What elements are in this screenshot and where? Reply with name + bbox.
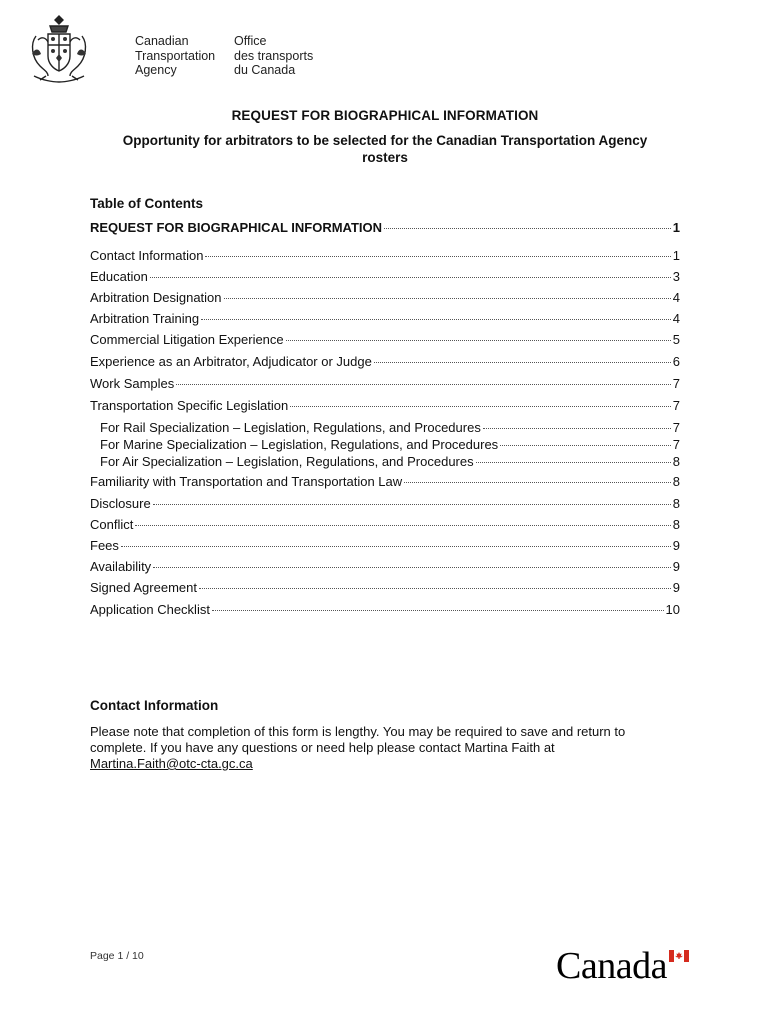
wordmark-text: Canada	[556, 945, 667, 987]
toc-entry[interactable]	[90, 354, 680, 369]
toc-leader-dots	[153, 567, 671, 568]
toc-leader-dots	[476, 462, 671, 463]
toc-leader-dots	[135, 525, 670, 526]
agency-name-french: Office des transports du Canada	[234, 34, 314, 77]
toc-entry[interactable]	[90, 220, 680, 235]
toc-leader-dots	[199, 588, 671, 589]
toc-entry-page: 9	[672, 538, 680, 553]
toc-entry-label: For Air Specialization – Legislation, Regulations, and Procedures	[100, 454, 474, 469]
toc-entry-page: 7	[672, 398, 680, 413]
toc-entry-label: Availability	[90, 559, 152, 574]
header-logo	[28, 14, 314, 86]
toc-leader-dots	[500, 445, 671, 446]
toc-entry-label: Education	[90, 269, 148, 284]
toc-entry-page: 8	[672, 454, 680, 469]
toc-entry-label: Application Checklist	[90, 602, 210, 617]
toc-entry-page: 9	[672, 559, 680, 574]
toc-entry-label: REQUEST FOR BIOGRAPHICAL INFORMATION	[90, 220, 383, 235]
toc-leader-dots	[176, 384, 670, 385]
canada-wordmark	[556, 944, 696, 988]
toc-leader-dots	[153, 504, 671, 505]
toc-leader-dots	[290, 406, 671, 407]
toc-entry[interactable]	[90, 290, 680, 305]
toc-entry-page: 7	[672, 437, 680, 452]
toc-entry-page: 8	[672, 474, 680, 489]
toc-entry-label: For Marine Specialization – Legislation, Regulations, and Procedures	[100, 437, 499, 452]
contact-email-link[interactable]: Martina.Faith@otc-cta.gc.ca	[90, 756, 253, 771]
toc-entry[interactable]	[90, 474, 680, 489]
toc-entry-label: Arbitration Designation	[90, 290, 222, 305]
toc-entry-page: 9	[672, 580, 680, 595]
toc-leader-dots	[212, 610, 664, 611]
toc-leader-dots	[286, 340, 671, 341]
document-title: REQUEST FOR BIOGRAPHICAL INFORMATION	[231, 108, 539, 123]
toc-entry[interactable]	[90, 580, 680, 595]
toc-entry-label: For Rail Specialization – Legislation, Regulations, and Procedures	[100, 420, 481, 435]
coat-of-arms-icon	[28, 14, 90, 86]
toc-entry[interactable]	[90, 376, 680, 391]
toc-entry-label: Transportation Specific Legislation	[90, 398, 289, 413]
toc-entry-label: Familiarity with Transportation and Transportation Law	[90, 474, 403, 489]
toc-entry[interactable]	[100, 420, 680, 435]
toc-entry[interactable]	[100, 454, 680, 469]
contact-section-heading: Contact Information	[90, 698, 219, 713]
toc-entry-label: Arbitration Training	[90, 311, 200, 326]
toc-entry[interactable]	[90, 496, 680, 511]
toc-entry[interactable]	[90, 398, 680, 413]
toc-entry-page: 8	[672, 517, 680, 532]
toc-heading: Table of Contents	[90, 196, 203, 211]
canada-flag-icon	[669, 950, 689, 962]
toc-entry-page: 4	[672, 311, 680, 326]
toc-entry-page: 1	[672, 248, 680, 263]
toc-leader-dots	[201, 319, 671, 320]
toc-entry-label: Contact Information	[90, 248, 204, 263]
toc-entry-page: 3	[672, 269, 680, 284]
toc-entry-label: Signed Agreement	[90, 580, 197, 595]
toc-entry-page: 6	[672, 354, 680, 369]
toc-entry-page: 1	[672, 220, 680, 235]
toc-entry[interactable]	[90, 311, 680, 326]
agency-name-english: Canadian Transportation Agency	[135, 34, 216, 77]
toc-entry-page: 8	[672, 496, 680, 511]
toc-entry[interactable]	[90, 332, 680, 347]
toc-leader-dots	[205, 256, 670, 257]
contact-instructions: Please note that completion of this form is lengthy. You may be required to save and return to complete. If you have any questions or need help please contact Martina Faith at	[90, 724, 626, 755]
document-subtitle: Opportunity for arbitrators to be selected for the Canadian Transportation Agency rosters	[122, 133, 648, 165]
toc-entry[interactable]	[90, 538, 680, 553]
toc-entry[interactable]	[90, 602, 680, 617]
toc-entry-label: Commercial Litigation Experience	[90, 332, 284, 347]
toc-leader-dots	[384, 228, 671, 229]
toc-entry-label: Fees	[90, 538, 119, 553]
toc-entry[interactable]	[100, 437, 680, 452]
toc-leader-dots	[150, 277, 671, 278]
toc-entry-page: 4	[672, 290, 680, 305]
toc-leader-dots	[224, 298, 671, 299]
toc-entry-page: 7	[672, 376, 680, 391]
toc-leader-dots	[404, 482, 671, 483]
toc-entry-page: 7	[672, 420, 680, 435]
toc-entry-page: 10	[665, 602, 680, 617]
toc-entry[interactable]	[90, 269, 680, 284]
toc-entry-label: Disclosure	[90, 496, 151, 511]
page-number: Page 1 / 10	[90, 950, 144, 962]
toc-leader-dots	[374, 362, 671, 363]
toc-entry-label: Experience as an Arbitrator, Adjudicator or Judge	[90, 354, 372, 369]
toc-entry[interactable]	[90, 559, 680, 574]
toc-entry[interactable]	[90, 517, 680, 532]
toc-entry[interactable]	[90, 248, 680, 263]
contact-section-body	[90, 724, 680, 772]
toc-leader-dots	[483, 428, 671, 429]
toc-entry-page: 5	[672, 332, 680, 347]
toc-entry-label: Work Samples	[90, 376, 175, 391]
toc-entry-label: Conflict	[90, 517, 134, 532]
toc-leader-dots	[121, 546, 671, 547]
